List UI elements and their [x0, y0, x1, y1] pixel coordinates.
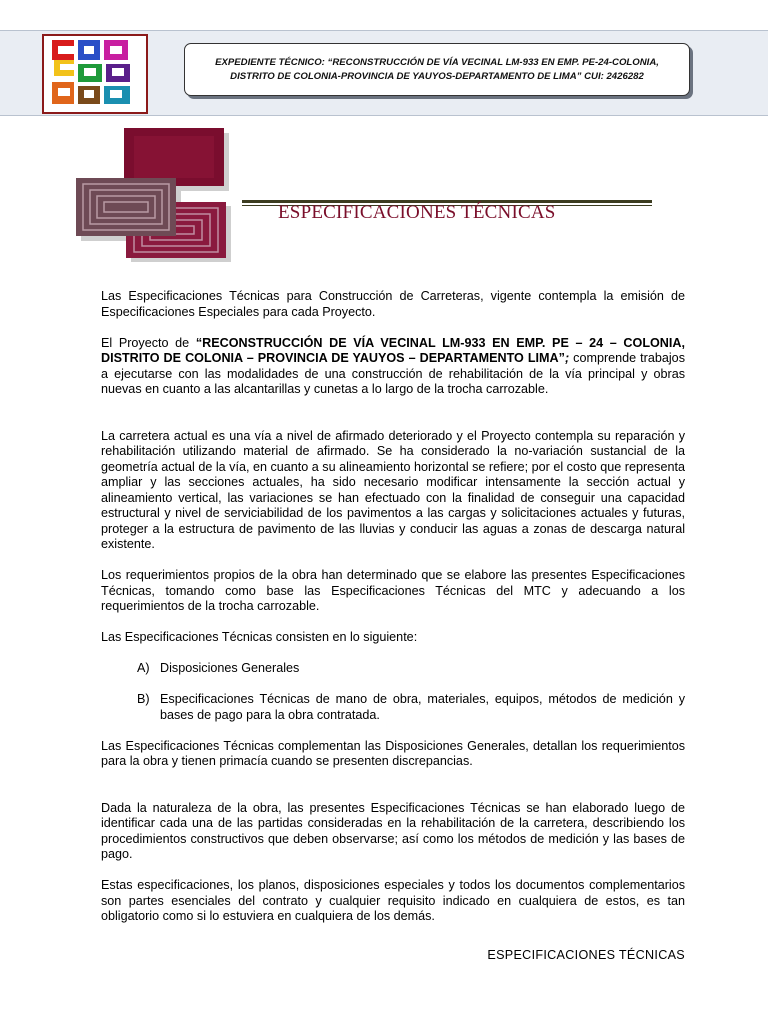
list-item-text: Disposiciones Generales [160, 661, 300, 675]
paragraph-2-semicolon: ; [564, 351, 570, 365]
institution-logo-icon [42, 34, 148, 114]
decorative-squares-graphic [76, 128, 232, 267]
page-footer: ESPECIFICACIONES TÉCNICAS [487, 948, 685, 962]
paragraph-2 [101, 336, 685, 398]
paragraph-2-rest: comprende trabajos a ejecutarse con las modalidades de una construcción de rehabilitación de la vía principal y obras nuevas en cuanto a las alcantarillas y cunetas a lo largo de la trocha carrozable. [101, 351, 685, 396]
paragraph-2-prefix: El Proyecto de [101, 335, 196, 350]
paragraph-5: Las Especificaciones Técnicas consisten en lo siguiente: [101, 630, 418, 644]
paragraph-6: Las Especificaciones Técnicas complementan las Disposiciones Generales, detallan los requerimientos para la obra y tienen primacía cuando se presenten discrepancias. [101, 738, 685, 768]
document-body [101, 289, 685, 940]
paragraph-4: Los requerimientos propios de la obra han determinado que se elabore las presentes Especificaciones Técnicas, tomando como base las Especificaciones Técnicas del MTC y adecuando a los requerimientos de la trocha carrozable. [101, 568, 685, 613]
paragraph-3: La carretera actual es una vía a nivel de afirmado deteriorado y el Proyecto contempla su reparación y rehabilitación utilizando material de afirmado. Se ha considerado la no-variación sustancial de la geometría actual de la vía, en cuanto a su alineamiento horizontal se refiere; por el costo que representa ampliar y las secciones actuales, ha sido necesario modificar intensamente la sección actual y alineamiento vertical, las variaciones se han efectuado con la finalidad de conseguir una capacidad estructural y nivel de serviciabilidad de los pavimentos a las cargas y solicitaciones actuales y futuras, proteger a la estructura de pavimento de las lluvias y conducir las aguas a zonas de descarga natural existente. [101, 428, 685, 551]
expediente-header-box [184, 43, 690, 96]
list-item-text: Especificaciones Técnicas de mano de obra, materiales, equipos, métodos de medición y bases de pago para la obra contratada. [160, 692, 685, 722]
specifications-list [101, 661, 685, 723]
list-marker: A) [137, 661, 150, 675]
paragraph-7: Dada la naturaleza de la obra, las presentes Especificaciones Técnicas se han elaborado luego de identificar cada una de las partidas consideradas en la rehabilitación de la carretera, describiendo los procedimientos constructivos que deben observarse; así como los métodos de medición y las bases de pago. [101, 800, 685, 861]
document-title: ESPECIFICACIONES TÉCNICAS [278, 202, 556, 223]
list-marker: B) [137, 692, 150, 706]
paragraph-1: Las Especificaciones Técnicas para Construcción de Carreteras, vigente contempla la emisión de Especificaciones Especiales para cada Proyecto. [101, 289, 685, 319]
project-name-bold: “RECONSTRUCCIÓN DE VÍA VECINAL LM-933 EN EMP. PE – 24 – COLONIA, DISTRITO DE COLONIA – PROVINCIA DE YAUYOS – DEPARTAMENTO LIMA” [101, 335, 685, 365]
paragraph-8: Estas especificaciones, los planos, disposiciones especiales y todos los documentos complementarios son partes esenciales del contrato y cualquier requisito indicado en cualquiera de estos, es tan obligatorio como si lo estuviera en cualquiera de los demás. [101, 878, 685, 923]
list-item [101, 661, 685, 677]
list-item [101, 692, 685, 723]
expediente-header-text: EXPEDIENTE TÉCNICO: “RECONSTRUCCIÓN DE VÍA VECINAL LM-933 EN EMP. PE-24-COLONIA, DISTRITO DE COLONIA-PROVINCIA DE YAUYOS-DEPARTAMENTO DE LIMA” CUI: 2426282 [215, 56, 659, 82]
